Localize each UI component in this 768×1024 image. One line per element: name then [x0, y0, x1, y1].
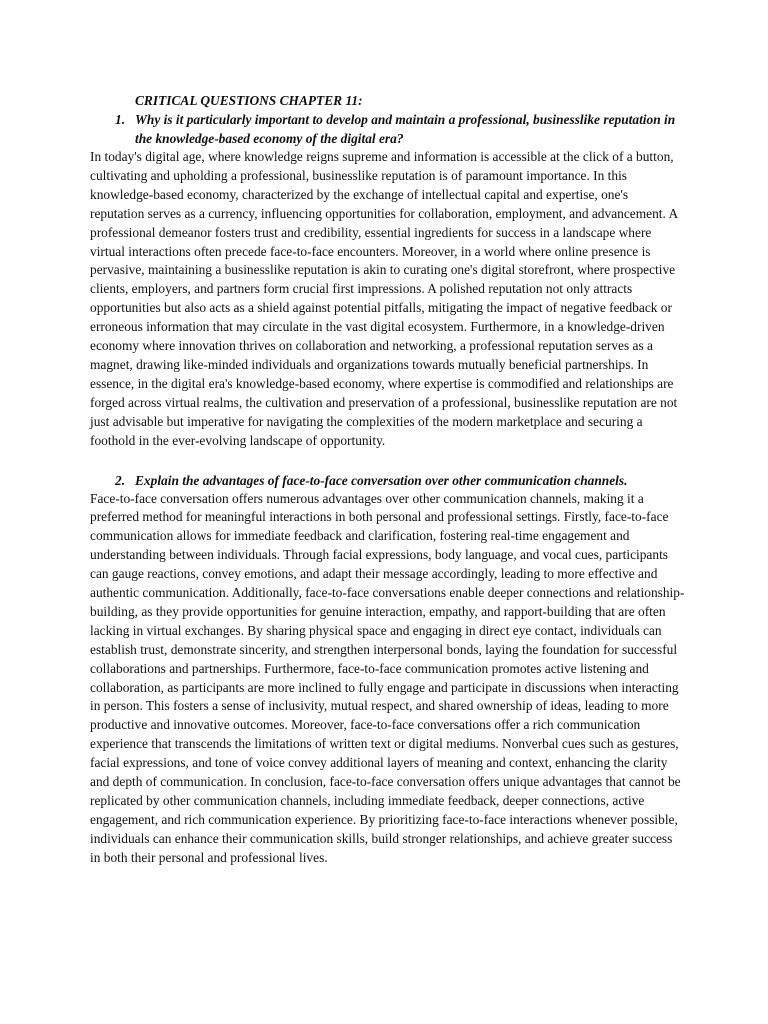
- question-number: 1.: [115, 112, 126, 127]
- question-text: Explain the advantages of face-to-face conversation over other communication channels.: [135, 472, 628, 488]
- question-1: [90, 110, 685, 148]
- answer-paragraph: Face-to-face conversation offers numerous advantages over other communication channels, making it a preferred method for meaningful interactions in both personal and professional settings. Firstly, face-to-face communication allows for immediate feedback and clarification, fostering real-time engagement and understanding between individuals. Through facial expressions, body language, and vocal cues, participants can gauge reactions, convey emotions, and adapt their message accordingly, leading to more effective and authentic communication. Additionally, face-to-face conversations enable deeper connections and relationship-building, as they provide opportunities for genuine interaction, empathy, and rapport-building that are often lacking in virtual exchanges. By sharing physical space and engaging in direct eye contact, individuals can establish trust, demonstrate sincerity, and strengthen interpersonal bonds, laying the foundation for successful collaborations and partnerships. Furthermore, face-to-face communication promotes active listening and collaboration, as participants are more inclined to fully engage and participate in discussions when interacting in person. This fosters a sense of inclusivity, mutual respect, and shared ownership of ideas, leading to more productive and innovative outcomes. Moreover, face-to-face conversations offer a rich communication experience that transcends the limitations of written text or digital mediums. Nonverbal cues such as gestures, facial expressions, and tone of voice convey additional layers of meaning and context, enhancing the clarity and depth of communication. In conclusion, face-to-face conversation offers unique advantages that cannot be replicated by other communication channels, including immediate feedback, deeper connections, active engagement, and rich communication experience. By prioritizing face-to-face interactions whenever possible, individuals can enhance their communication skills, build stronger relationships, and achieve greater success in both their personal and professional lives.: [90, 490, 685, 865]
- question-text: Why is it particularly important to develop and maintain a professional, businesslike reputation in the knowledge-based economy of the digital era?: [135, 112, 676, 146]
- chapter-heading: CRITICAL QUESTIONS CHAPTER 11:: [135, 93, 363, 108]
- question-2: [90, 471, 685, 490]
- document-page: [90, 91, 685, 868]
- answer-paragraph: In today's digital age, where knowledge reigns supreme and information is accessible at the click of a button, cultivating and upholding a professional, businesslike reputation is of paramount importance. In this knowledge-based economy, characterized by the exchange of intellectual capital and expertise, one's reputation serves as a currency, influencing opportunities for collaboration, employment, and advancement. A professional demeanor fosters trust and credibility, essential ingredients for success in a landscape where virtual interactions often precede face-to-face encounters. Moreover, in a world where online presence is pervasive, maintaining a businesslike reputation is akin to curating one's digital storefront, where prospective clients, employers, and partners form crucial first impressions. A polished reputation not only attracts opportunities but also acts as a shield against potential pitfalls, mitigating the impact of negative feedback or erroneous information that may circulate in the vast digital ecosystem. Furthermore, in a knowledge-driven economy where innovation thrives on collaboration and networking, a professional reputation serves as a magnet, drawing like-minded individuals and organizations towards mutually beneficial partnerships. In essence, in the digital era's knowledge-based economy, where expertise is commodified and relationships are forged across virtual realms, the cultivation and preservation of a professional, businesslike reputation are not just advisable but imperative for navigating the complexities of the modern marketplace and securing a foothold in the ever-evolving landscape of opportunity.: [90, 149, 678, 448]
- paragraph-spacer: [90, 451, 685, 471]
- question-number: 2.: [115, 472, 126, 488]
